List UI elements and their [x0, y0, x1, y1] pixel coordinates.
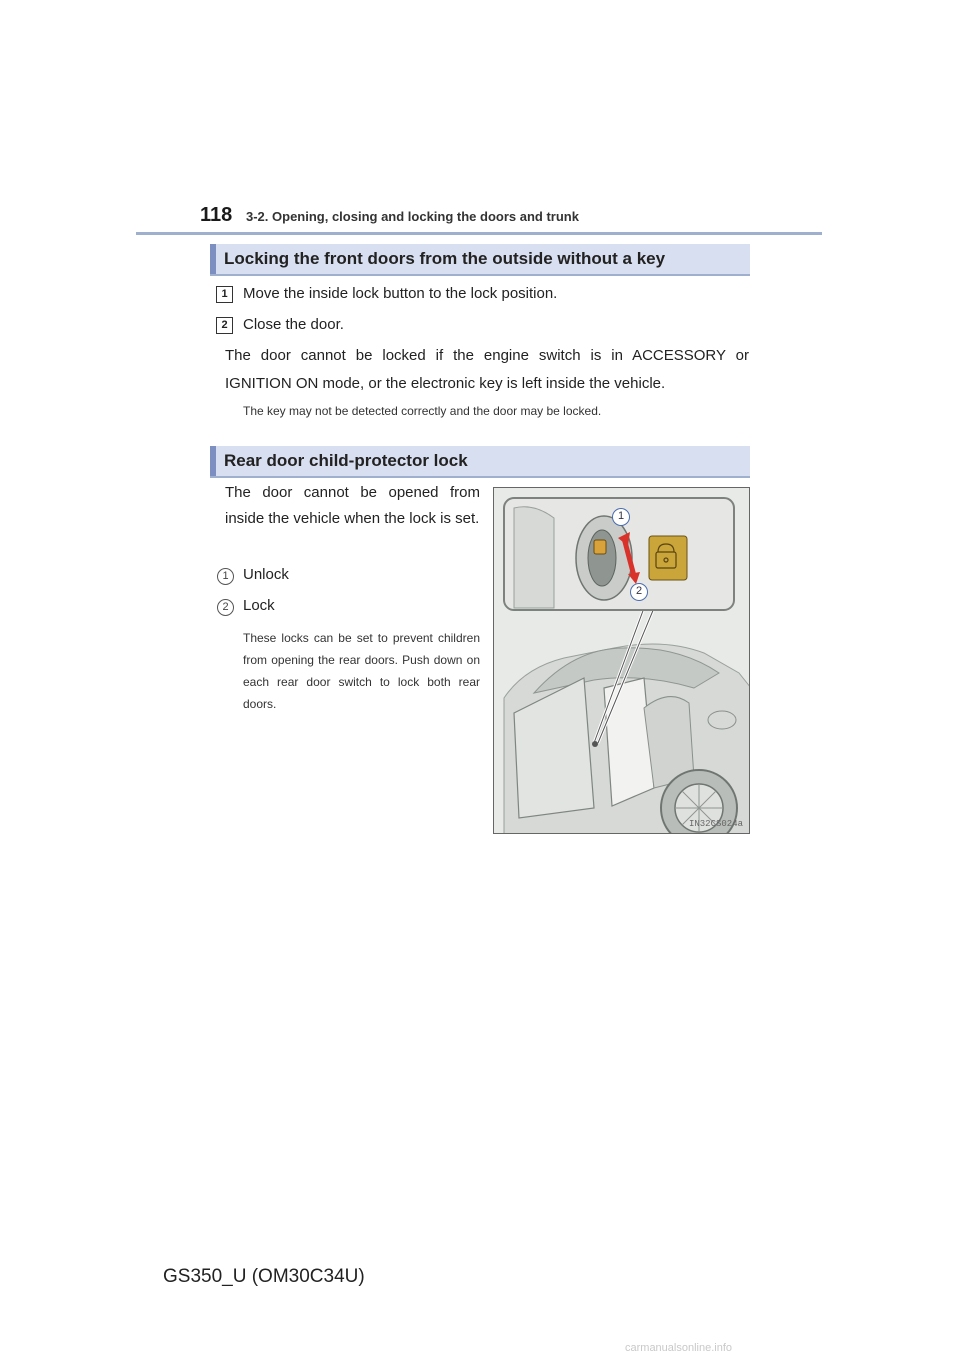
callout-number-2: 2 — [217, 599, 234, 616]
step-number-2: 2 — [216, 317, 233, 334]
step-number-1: 1 — [216, 286, 233, 303]
section1-paragraph: The door cannot be locked if the engine switch is in ACCESSORY or IGNITION ON mode, or the electronic key is left inside the vehicle. — [225, 347, 749, 392]
page-number: 118 — [200, 204, 233, 226]
footer-model: GS350_U (OM30C34U) — [163, 1266, 365, 1287]
footer-watermark[interactable]: carmanualsonline.info — [625, 1342, 733, 1354]
callout-number-1: 1 — [217, 568, 234, 585]
section1-note: The key may not be detected correctly and the door may be locked. — [243, 404, 602, 418]
child-lock-illustration — [493, 487, 750, 834]
section2-note: These locks can be set to prevent children from opening the rear doors. Push down on each rear door switch to lock both rear doors. — [243, 631, 480, 711]
chapter-title: 3-2. Opening, closing and locking the doors and trunk — [246, 209, 579, 224]
callout-2-marker: 2 — [630, 583, 648, 601]
header-rule — [136, 232, 822, 235]
section-heading-locking-front-doors: Locking the front doors from the outside without a key — [210, 244, 750, 274]
lock-label: Lock — [243, 597, 275, 614]
section-heading-child-protector: Rear door child-protector lock — [210, 446, 750, 476]
step-text-1: Move the inside lock button to the lock position. — [243, 285, 558, 302]
step-text-2: Close the door. — [243, 316, 344, 333]
callout-1-marker: 1 — [612, 508, 630, 526]
unlock-label: Unlock — [243, 566, 289, 583]
figure-code: IN32CS024a — [688, 819, 743, 829]
section2-paragraph: The door cannot be opened from inside the vehicle when the lock is set. — [225, 484, 480, 527]
